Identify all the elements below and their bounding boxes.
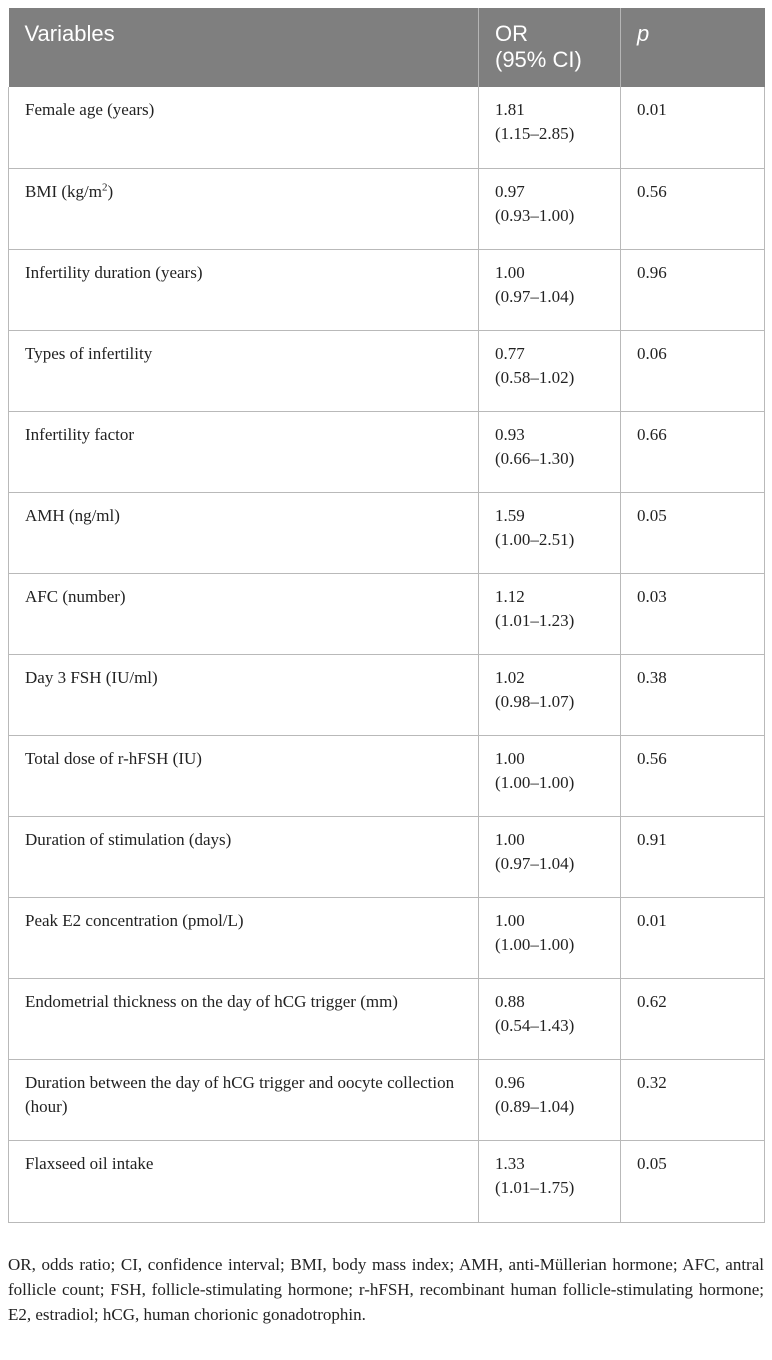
cell-p: 0.62 [621, 978, 765, 1059]
or-value: 1.00 [495, 262, 525, 282]
table-body [9, 87, 765, 1222]
cell-variable: AFC (number) [9, 573, 479, 654]
ci-value: (1.00–1.00) [495, 934, 575, 954]
cell-or [479, 411, 621, 492]
cell-p: 0.91 [621, 816, 765, 897]
header-or-ci [479, 8, 621, 87]
header-p: p [621, 8, 765, 87]
ci-value: (1.00–2.51) [495, 529, 575, 549]
cell-variable: Peak E2 concentration (pmol/L) [9, 897, 479, 978]
odds-ratio-table [8, 8, 765, 1223]
or-value: 1.00 [495, 910, 525, 930]
or-value: 0.96 [495, 1072, 525, 1092]
ci-value: (0.66–1.30) [495, 448, 575, 468]
cell-variable: AMH (ng/ml) [9, 492, 479, 573]
cell-or [479, 735, 621, 816]
ci-value: (0.97–1.04) [495, 286, 575, 306]
cell-variable [9, 168, 479, 249]
table-row [9, 573, 765, 654]
cell-or [479, 1140, 621, 1222]
cell-p: 0.01 [621, 87, 765, 168]
cell-variable: Day 3 FSH (IU/ml) [9, 654, 479, 735]
header-row [9, 8, 765, 87]
header-variables: Variables [9, 8, 479, 87]
variable-superscript: 2 [101, 180, 108, 193]
variable-text-after: ) [107, 181, 114, 201]
cell-or [479, 1059, 621, 1140]
ci-value: (0.58–1.02) [495, 367, 575, 387]
ci-value: (1.15–2.85) [495, 124, 575, 143]
cell-variable: Types of infertility [9, 330, 479, 411]
cell-or [479, 330, 621, 411]
cell-or [479, 978, 621, 1059]
or-value: 1.59 [495, 505, 525, 525]
cell-variable: Duration of stimulation (days) [9, 816, 479, 897]
cell-p: 0.66 [621, 411, 765, 492]
or-value: 1.81 [495, 100, 525, 119]
header-or: OR [495, 21, 528, 46]
table-row [9, 978, 765, 1059]
cell-or [479, 816, 621, 897]
ci-value: (0.98–1.07) [495, 691, 575, 711]
variable-text: BMI (kg/m [25, 181, 102, 201]
table-row [9, 249, 765, 330]
table-row [9, 168, 765, 249]
ci-value: (0.93–1.00) [495, 205, 575, 225]
cell-p: 0.96 [621, 249, 765, 330]
cell-variable: Endometrial thickness on the day of hCG trigger (mm) [9, 978, 479, 1059]
or-value: 1.00 [495, 748, 525, 768]
table-row [9, 654, 765, 735]
cell-variable: Infertility duration (years) [9, 249, 479, 330]
table-row [9, 1140, 765, 1222]
or-value: 1.02 [495, 667, 525, 687]
cell-variable: Female age (years) [9, 87, 479, 168]
or-value: 0.77 [495, 343, 525, 363]
cell-p: 0.05 [621, 1140, 765, 1222]
cell-p: 0.56 [621, 735, 765, 816]
table-row [9, 897, 765, 978]
header-ci: (95% CI) [495, 47, 582, 72]
cell-p: 0.06 [621, 330, 765, 411]
table-footnote: OR, odds ratio; CI, confidence interval; BMI, body mass index; AMH, anti-Müllerian hormone; AFC, antral follicle count; FSH, follicle-stimulating hormone; r-hFSH, recombinant human follicle-stimulating hormone; E2, estradiol; hCG, human chorionic gonadotrophin. [8, 1255, 764, 1324]
table-header [9, 8, 765, 87]
ci-value: (0.97–1.04) [495, 853, 575, 873]
or-value: 0.88 [495, 991, 525, 1011]
cell-p: 0.56 [621, 168, 765, 249]
ci-value: (0.89–1.04) [495, 1096, 575, 1116]
ci-value: (1.00–1.00) [495, 772, 575, 792]
cell-variable: Total dose of r-hFSH (IU) [9, 735, 479, 816]
cell-p: 0.32 [621, 1059, 765, 1140]
results-table-container [8, 8, 764, 1324]
ci-value: (1.01–1.75) [495, 1177, 575, 1197]
or-value: 0.93 [495, 424, 525, 444]
cell-or [479, 654, 621, 735]
cell-variable: Infertility factor [9, 411, 479, 492]
table-row [9, 411, 765, 492]
table-row [9, 735, 765, 816]
table-row [9, 87, 765, 168]
table-row [9, 1059, 765, 1140]
cell-or [479, 249, 621, 330]
cell-variable: Duration between the day of hCG trigger and oocyte collection (hour) [9, 1059, 479, 1140]
or-value: 1.00 [495, 829, 525, 849]
cell-or [479, 87, 621, 168]
cell-or [479, 168, 621, 249]
or-value: 1.12 [495, 586, 525, 606]
or-value: 1.33 [495, 1153, 525, 1173]
table-row [9, 330, 765, 411]
ci-value: (1.01–1.23) [495, 610, 575, 630]
cell-or [479, 492, 621, 573]
cell-p: 0.38 [621, 654, 765, 735]
cell-or [479, 897, 621, 978]
cell-p: 0.01 [621, 897, 765, 978]
cell-p: 0.05 [621, 492, 765, 573]
cell-variable: Flaxseed oil intake [9, 1140, 479, 1222]
table-row [9, 492, 765, 573]
or-value: 0.97 [495, 181, 525, 201]
cell-or [479, 573, 621, 654]
cell-p: 0.03 [621, 573, 765, 654]
table-row [9, 816, 765, 897]
ci-value: (0.54–1.43) [495, 1015, 575, 1035]
